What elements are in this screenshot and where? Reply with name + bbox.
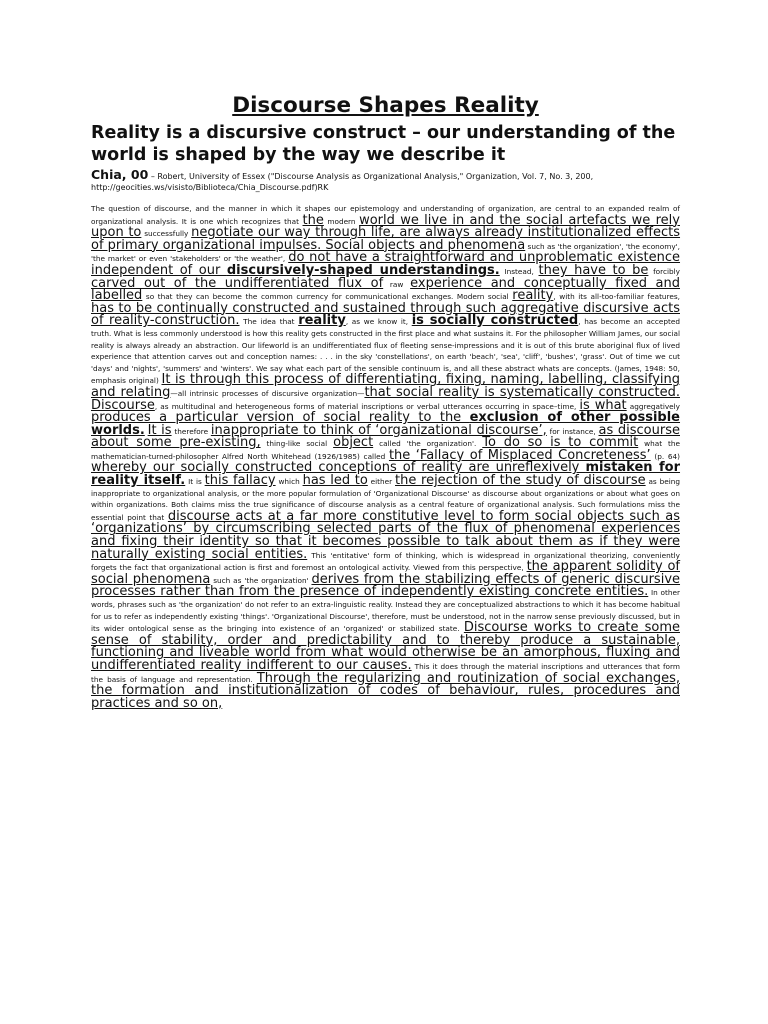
card-text-run: , as we know it, xyxy=(345,317,412,327)
card-text-underlined: It is xyxy=(147,422,172,438)
card-text-underlined: that social reality is systematically constructed. Discourse xyxy=(91,384,680,413)
card-text-underlined: inappropriate to think of ‘organizational discourse’, xyxy=(210,422,547,438)
card-text-run: for instance, xyxy=(546,426,599,436)
card-text-bold-underlined: reality xyxy=(298,313,346,329)
card-text-underlined: is what xyxy=(579,397,627,413)
card-text-run: forcibly xyxy=(648,266,680,276)
card-text-run: (p. 64) xyxy=(650,451,680,461)
citation xyxy=(91,169,680,193)
card-text-underlined: whereby our socially constructed conceptions of reality are unreflexively xyxy=(91,460,586,476)
page-title: Discourse Shapes Reality xyxy=(232,93,539,118)
card-text-run: which xyxy=(275,477,303,487)
card-text-underlined: has to be continually constructed and sustained through such aggregative discursive acts of reality-construction. xyxy=(91,300,680,329)
card-text-run: modern xyxy=(323,216,360,226)
card-text-run: as being inappropriate to organizational analysis, or the more popular formulation of 'Organizational Discourse' as discourse about organizations or about what goes on within organizations. Both claims miss the true significance of discourse analysis as a central feature of organizational analysis. Such formulations miss the essential point that xyxy=(91,477,680,522)
card-text-underlined: Discourse works to create some sense of stability, order and predictability and to thereby produce a sustainable, functioning and liveable world from what would otherwise be an amorphous, fluxing and undifferentiated reality indifferent to our causes. xyxy=(91,620,680,673)
card-text-underlined: the ‘Fallacy of Misplaced Concreteness’ xyxy=(388,447,651,463)
card-text-bold-underlined: is socially constructed xyxy=(411,313,579,329)
card-text-run: raw xyxy=(383,279,411,289)
card-text-run: , with its all-too-familiar features, xyxy=(553,292,681,302)
card-text-underlined: do not have a straightforward and unproblematic existence independent of our xyxy=(91,250,681,278)
card-text-underlined: It is through this process of differentiating, fixing, naming, labelling, classifying and relating xyxy=(91,372,680,400)
card-text-run: aggregatively xyxy=(626,401,680,411)
card-text-run: so that they can become the common currency for communicational exchanges. Modern social xyxy=(142,292,513,302)
card-text-run: It is xyxy=(185,477,205,487)
card-text-run: thing-like social xyxy=(260,439,334,449)
card-text-underlined: as discourse about some pre-existing, xyxy=(91,422,680,451)
card-text-run: such as 'the organization', 'the economy', 'the market' or even 'stakeholders' or 'the weather', xyxy=(91,241,680,264)
card-text-bold-underlined: mistaken for reality itself. xyxy=(91,460,681,489)
card-text-run: The idea that xyxy=(239,317,299,327)
card-text-bold-underlined: exclusion of other possible worlds. xyxy=(91,410,681,438)
card-text-run: therefore xyxy=(171,426,211,436)
card-text-underlined: has led to xyxy=(302,473,368,489)
tagline: Reality is a discursive construct – our understanding of the world is shaped by the way we describe it xyxy=(91,123,676,165)
card-text-underlined: carved out of the undifferentiated flux of xyxy=(91,275,384,291)
card-text-underlined: experience and conceptually fixed and labelled xyxy=(91,275,680,304)
card-text-run: what the mathematician-turned-philosopher Alfred North Whitehead (1926/1985) called xyxy=(91,439,680,461)
card-text-bold-underlined: discursively-shaped understandings. xyxy=(226,262,500,278)
card-text-run: In other words, phrases such as 'the organization' do not refer to an extra-linguistic reality. Instead they are conceptualized abstractions to which it has become habitual for us to refer as independently existing 'things'. 'Organizational Discourse', therefore, must be understood, not in the narrow sense previously discussed, but in its wider ontological sense as the bringing into existence of an 'organized' or stabilized state. xyxy=(91,588,680,634)
card-text-underlined: the rejection of the study of discourse xyxy=(395,473,646,489)
card-text-underlined: this fallacy xyxy=(204,473,276,489)
card-text-underlined: object xyxy=(333,435,374,451)
card-text-underlined: discourse acts at a far more constitutive level to form social objects such as ‘organizations’ by circumscribing selected parts of the flux of phenomenal experiences and fixing their identity so that it becomes possible to talk about them as if they were naturally existing social entities. xyxy=(91,508,680,562)
card-text-run: either xyxy=(367,477,396,487)
card-text-underlined: the apparent solidity of social phenomena xyxy=(91,559,680,587)
card-text-run: , as multitudinal and heterogeneous forms of material inscriptions or verbal utterances occurring in space–time, xyxy=(154,401,580,411)
card-text-underlined: reality xyxy=(512,288,554,304)
card-text-underlined: they have to be xyxy=(538,262,649,278)
card-text-underlined: world we live in and the social artefacts we rely upon to xyxy=(91,212,680,241)
card-text-underlined: Through the regularizing and routinization of social exchanges, the formation and institutionalization of codes of behaviour, rules, procedures and practices and so on, xyxy=(91,670,680,711)
card-text-run: such as 'the organization' xyxy=(210,575,312,585)
card-text-underlined: To do so is to commit xyxy=(482,435,639,451)
citation-source: – Robert, University of Essex ("Discourse Analysis as Organizational Analysis," Organization, Vol. 7, No. 3, 200, http://geocities.ws/visisto/Biblioteca/Chia_Discourse.pdf)RK xyxy=(91,172,594,192)
card-text-run: called 'the organization'. xyxy=(373,439,483,449)
card-text-underlined: negotiate our way through life, are always already institutionalized effects of primary organizational impulses. Social objects and phenomena xyxy=(91,225,681,253)
card-text-underlined: produces a particular version of social reality to the xyxy=(91,410,470,426)
card-text-run: This it does through the material inscriptions and utterances that form the basis of language and representation. xyxy=(91,661,680,684)
card-text-run: successfully xyxy=(141,229,192,239)
card-text-run: The question of discourse, and the manner in which it shapes our epistemology and understanding of organization, are central to an expanded realm of organizational analysis. It is one which recognizes that xyxy=(91,204,680,226)
card-text-run: Instead, xyxy=(499,266,539,276)
card-text-run: This 'entitative' form of thinking, which is widespread in organizational theorizing, conveniently forgets the fact that organizational action is first and foremost an ontological activity. Viewed from this perspective, xyxy=(91,550,680,573)
card-text-run: —all intrinsic processes of discursive organization— xyxy=(170,388,365,398)
card-text-underlined: the xyxy=(302,212,324,228)
citation-author-year: Chia, 00 xyxy=(91,167,149,182)
card-body xyxy=(91,203,680,710)
card-text-underlined: derives from the stabilizing effects of generic discursive processes rather than from the presence of independently existing concrete entities. xyxy=(91,571,681,600)
card-text-run: , has become an accepted truth. What is less commonly understood is how this reality gets constructed in the first place and what sustains it. For the philosopher William James, our social reality is always already an abstraction. Our lifeworld is an undifferentiated flux of fleeting sense-impressions and it is out of this brute aboriginal flux of lived experience that attention carves out and conception names: . . . in the sky 'constellations', on earth 'beach', 'sea', 'cliff', 'bushes', 'grass'. Out of time we cut 'days' and 'nights', 'summers' and 'winters'. We say what each part of the sensible continuum is, and all these abstract whats are concepts. (James, 1948: 50, emphasis original) xyxy=(91,317,681,386)
